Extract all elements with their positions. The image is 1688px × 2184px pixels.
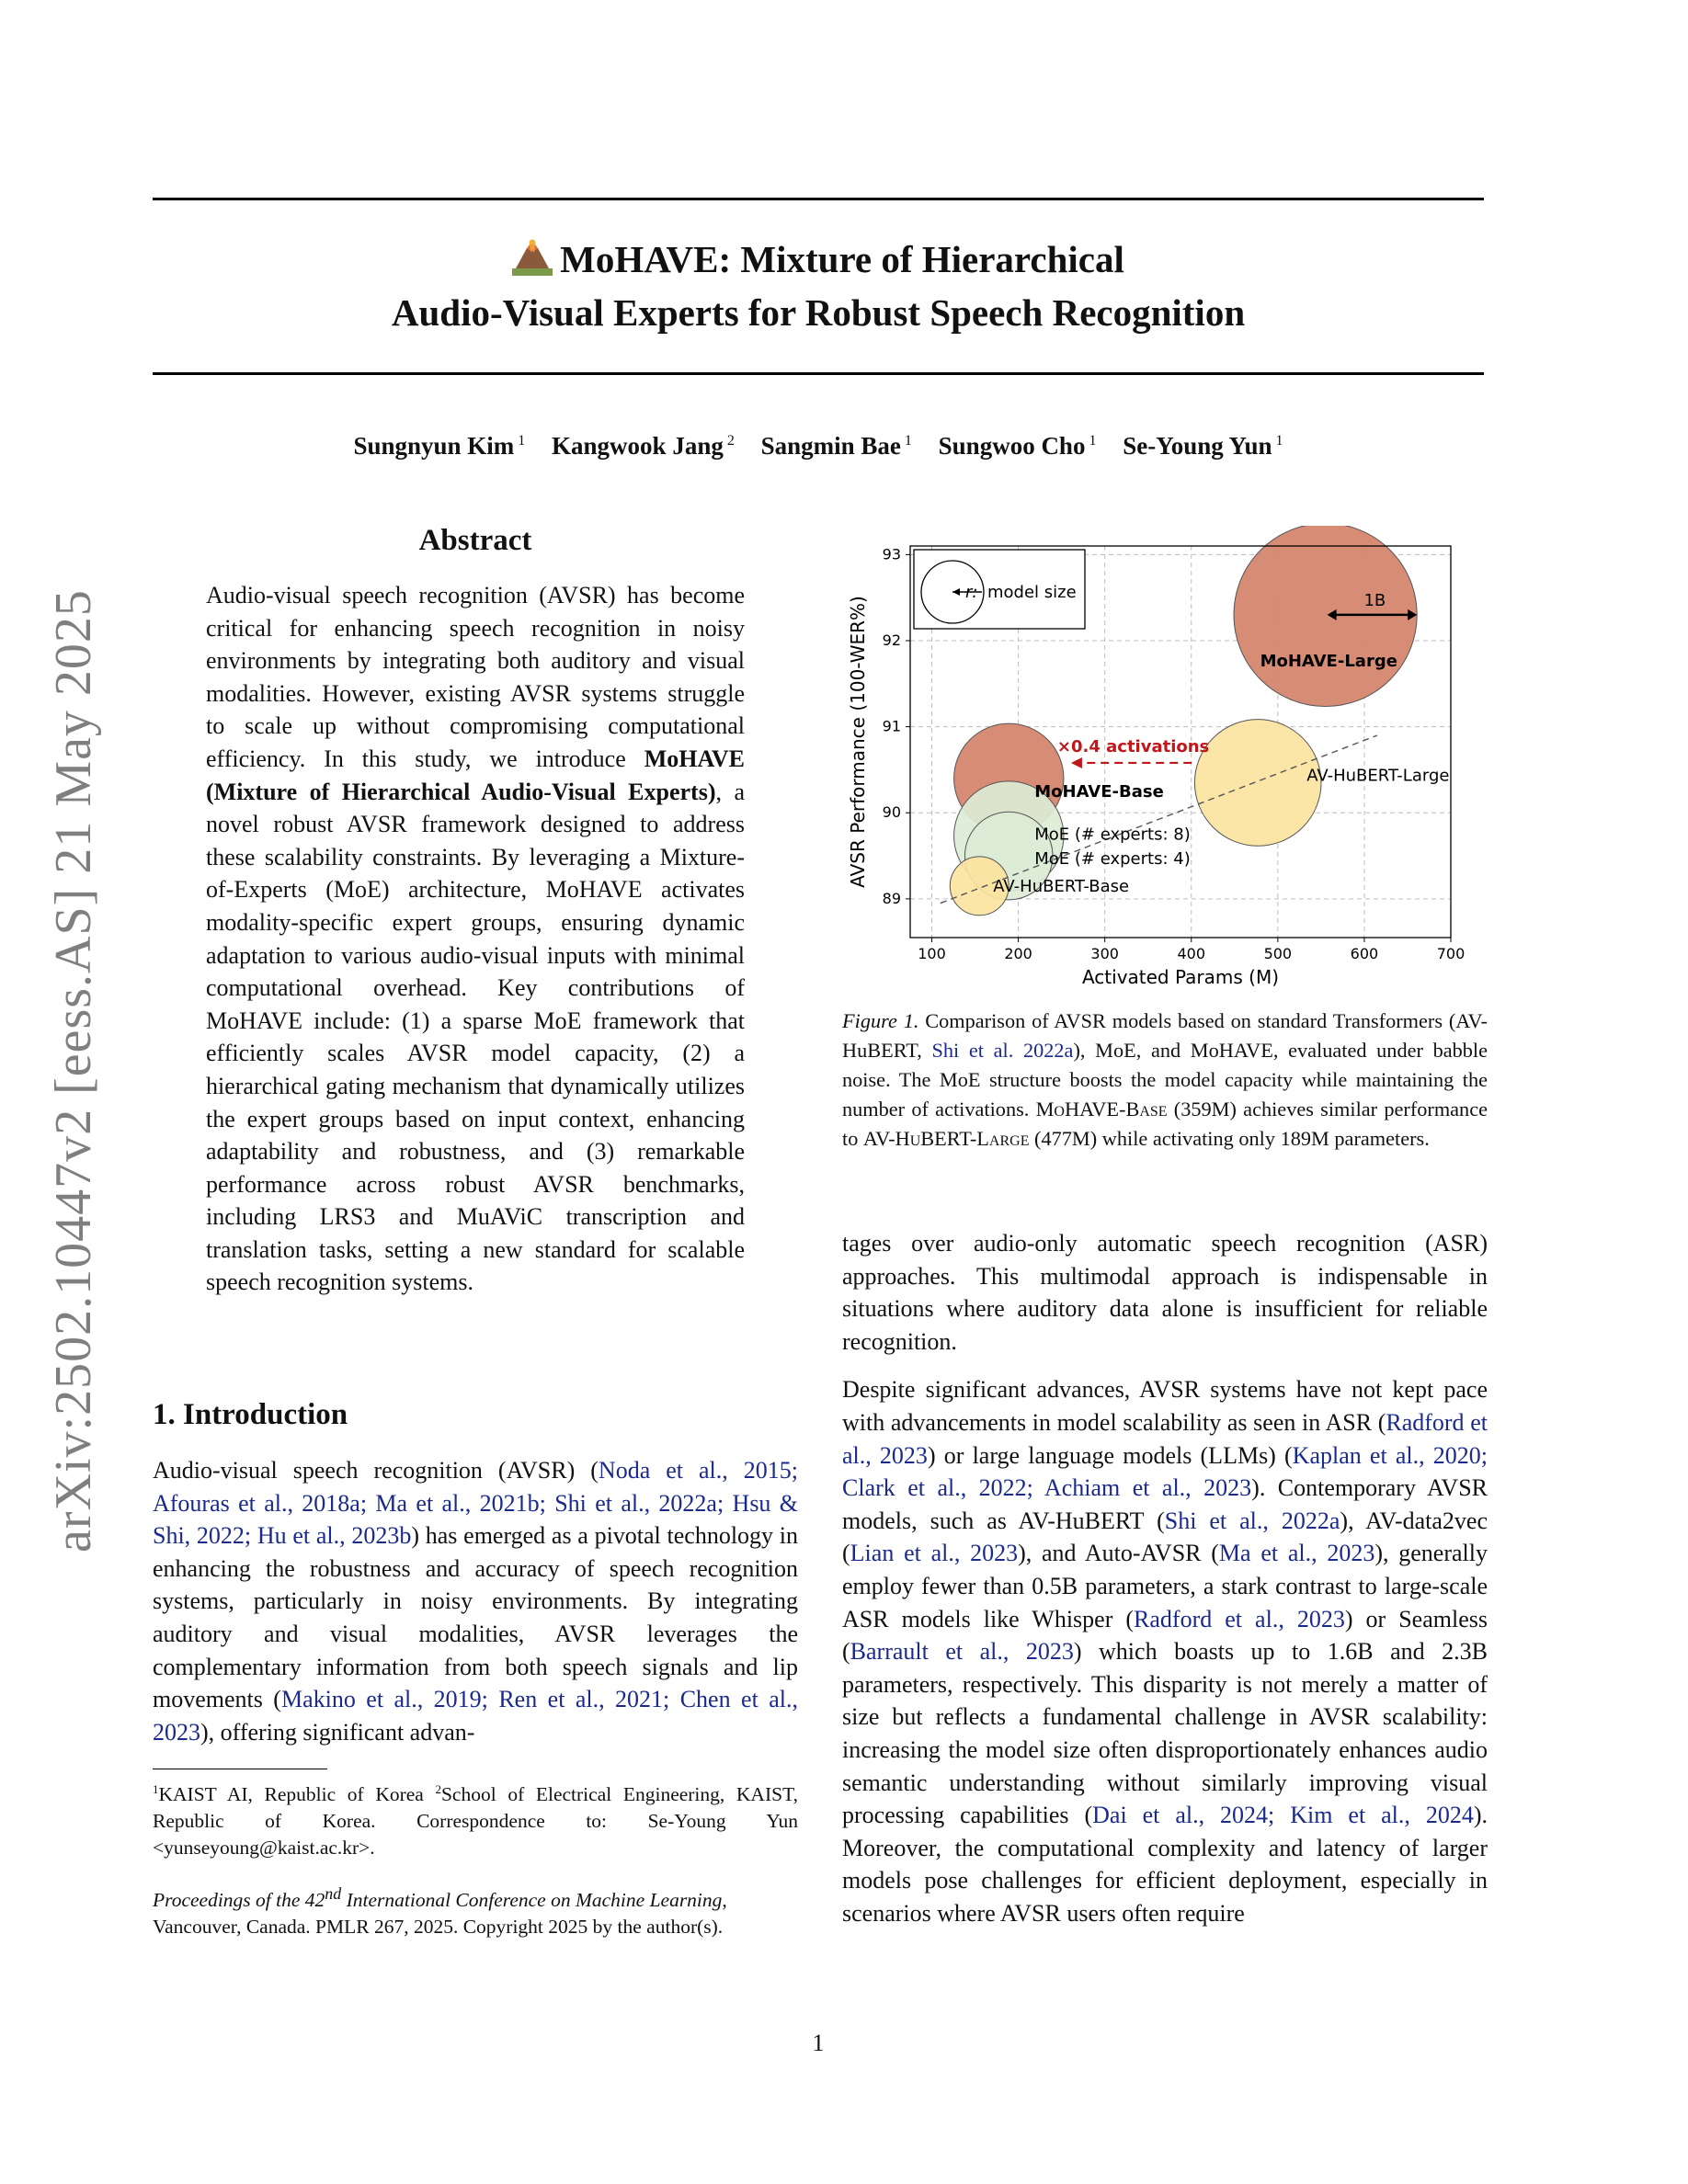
x-tick-label: 100 — [918, 945, 946, 962]
title-line-2: Audio-Visual Experts for Robust Speech Recognition — [391, 291, 1246, 334]
citation-link[interactable]: Kaplan et al., 2020; Clark et al., 2022; Achiam et al., 2023 — [842, 1441, 1488, 1502]
citation-link[interactable]: Dai et al., 2024; Kim et al., 2024 — [1092, 1802, 1474, 1829]
title-line-1: MoHAVE: Mixture of Hierarchical — [560, 238, 1124, 280]
y-tick-label: 90 — [882, 803, 901, 822]
citation-link[interactable]: Lian et al., 2023 — [850, 1540, 1019, 1567]
author: Sungnyun Kim $^1$ — [353, 432, 526, 460]
citation-link[interactable]: Shi et al. 2022a — [931, 1039, 1074, 1062]
citation-link[interactable]: Barrault et al., 2023 — [850, 1638, 1074, 1666]
figure-1-chart — [844, 526, 1488, 1004]
bubble-chart — [844, 526, 1488, 1004]
activation-label: ×0.4 activations — [1056, 736, 1210, 756]
arxiv-side-stamp: arXiv:2502.10447v2 [eess.AS] 21 May 2025 — [45, 589, 102, 1553]
figure-caption: Figure 1. Comparison of AVSR models based on standard Transformers (AV-HuBERT, Shi et al. 2022a), MoE, and MoHAVE, evaluated under babble noise. The MoE structure boosts the model capacity while maintaining the number of activations. MoHAVE-Base (359M) achieves similar performance to AV-HuBERT-Large (477M) while activating only 189M parameters. — [842, 1009, 1488, 1150]
x-tick-label: 300 — [1090, 945, 1119, 962]
x-axis-label: Activated Params (M) — [1081, 966, 1280, 988]
x-tick-label: 500 — [1263, 945, 1293, 962]
author: Sungwoo Cho $^1$ — [938, 432, 1097, 460]
x-tick-label: 600 — [1350, 945, 1379, 962]
citation-link[interactable]: Noda et al., 2015; Afouras et al., 2018a; Ma et al., 2021b; Shi et al., 2022a; Hsu & Shi, 2022; Hu et al., 2023b — [153, 1457, 799, 1550]
citation-link[interactable]: Makino et al., 2019; Ren et al., 2021; Chen et al., 2023 — [153, 1686, 798, 1746]
paragraph: tages over audio-only automatic speech recognition (ASR) approaches. This multimodal approach is indispensable in situations where auditory data alone is insufficient for reliable recognition. — [842, 1230, 1488, 1355]
right-column-text — [842, 1227, 1488, 1945]
y-tick-label: 91 — [882, 717, 901, 735]
y-tick-label: 92 — [882, 631, 901, 649]
x-tick-label: 200 — [1004, 945, 1032, 962]
citation-link[interactable]: Radford et al., 2023 — [1134, 1605, 1345, 1632]
data-bubble — [1194, 720, 1321, 847]
x-tick-label: 400 — [1177, 945, 1206, 962]
abstract-text: Audio-visual speech recognition (AVSR) has become critical for enhancing speech recognition in noisy environments by integrating both auditory and visual modalities. However, existing AVSR systems struggle to scale up without compromising computational efficiency. In this study, we introduce MoHAVE (Mixture of Hierarchical Audio-Visual Experts), a novel robust AVSR framework designed to address these scalability constraints. By leveraging a Mixture-of-Experts (MoE) architecture, MoHAVE activates modality-specific expert groups, ensuring dynamic adaptation to various audio-visual inputs with minimal computational overhead. Key contributions of MoHAVE include: (1) a sparse MoE framework that efficiently scales AVSR model capacity, (2) a hierarchical gating mechanism that dynamically utilizes the expert groups based on input context, enhancing adaptability and robustness, and (3) remarkable performance across robust AVSR benchmarks, including LRS3 and MuAViC transcription and translation tasks, setting a new standard for scalable speech recognition systems. — [206, 582, 745, 1296]
point-label: MoHAVE-Base — [1034, 781, 1164, 802]
page-number: 1 — [812, 2030, 825, 2056]
author: Se-Young Yun $^1$ — [1123, 432, 1283, 460]
abstract-heading: Abstract — [418, 524, 532, 557]
point-label: MoHAVE-Large — [1260, 651, 1397, 671]
paper-title — [153, 234, 1484, 337]
paragraph: Despite significant advances, AVSR systems have not kept pace with advancements in model scalability as seen in ASR (Radford et al., 2023) or large language models (LLMs) (Kaplan et al., 2020; Clark et al., 2022; Achiam et al., 2023). Contemporary AVSR models, such as AV-HuBERT (Shi et al., 2022a), AV-data2vec (Lian et al., 2023), and Auto-AVSR (Ma et al., 2023), generally employ fewer than 0.5B parameters, a stark contrast to large-scale ASR models like Whisper (Radford et al., 2023) or Seamless (Barrault et al., 2023) which boasts up to 1.6B and 2.3B parameters, respectively. This disparity is not merely a matter of size but reflects a fundamental challenge in AVSR scalability: increasing the model size often disproportionately enhances audio semantic understanding without similarly improving visual processing capabilities (Dai et al., 2024; Kim et al., 2024). Moreover, the computational complexity and latency of larger models pose challenges for efficient deployment, especially in scenarios where AVSR users often require — [842, 1376, 1488, 1927]
point-label: AV-HuBERT-Base — [993, 876, 1130, 896]
citation-link[interactable]: Ma et al., 2023 — [1218, 1540, 1375, 1567]
point-label: MoE (# experts: 4) — [1034, 849, 1191, 870]
y-tick-label: 93 — [882, 545, 901, 563]
legend-label: model size — [987, 583, 1077, 602]
point-label: MoE (# experts: 8) — [1034, 825, 1191, 845]
volcano-emoji-icon — [512, 238, 553, 288]
citation-link[interactable]: Shi et al., 2022a — [1164, 1507, 1340, 1534]
intro-paragraph: Audio-visual speech recognition (AVSR) (Noda et al., 2015; Afouras et al., 2018a; Ma et al., 2021b; Shi et al., 2022a; Hsu & Shi, 2022; Hu et al., 2023b) has emerged as a pivotal technology in enhancing the robustness and accuracy of speech recognition systems, particularly in noisy environments. By integrating auditory and visual modalities, AVSR leverages the complementary information from both speech signals and lip movements (Makino et al., 2019; Ren et al., 2021; Chen et al., 2023), offering significant advan- — [153, 1457, 799, 1746]
data-bubble — [1234, 526, 1417, 707]
y-axis-label: AVSR Performance (100-WER%) — [847, 596, 869, 888]
point-label: AV-HuBERT-Large — [1306, 766, 1450, 786]
affiliation-footnote: $^1$KAIST AI, Republic of Korea $^2$School of Electrical Engineering, KAIST, Republic of Korea. Correspondence to: Se-Young Yun <yunseyoung@kaist.ac.kr>. — [153, 1782, 798, 1860]
activation-arrow-head — [1071, 757, 1082, 768]
section-heading-introduction: 1. Introduction — [153, 1398, 348, 1431]
citation-link[interactable]: Radford et al., 2023 — [842, 1408, 1488, 1469]
scale-label: 1B — [1363, 590, 1386, 610]
author: Kangwook Jang $^2$ — [552, 432, 735, 460]
y-tick-label: 89 — [882, 889, 901, 907]
title-top-rule — [153, 198, 1484, 200]
x-tick-label: 700 — [1436, 945, 1466, 962]
proceedings-note: Proceedings of the 42nd International Conference on Machine Learning, Vancouver, Canada. PMLR 267, 2025. Copyright 2025 by the author(s). — [153, 1884, 727, 1939]
author-list — [153, 432, 1484, 461]
author: Sangmin Bae $^1$ — [760, 432, 912, 460]
legend-r-label: r: — [965, 583, 978, 602]
title-bottom-rule — [153, 372, 1484, 375]
